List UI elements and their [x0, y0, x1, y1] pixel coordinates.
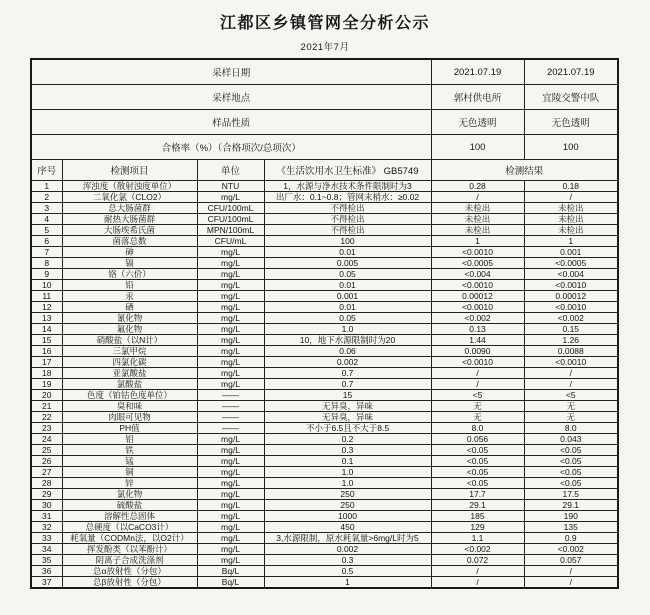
- result-cell-1: <0.0010: [431, 280, 524, 291]
- result-cell-1: <0.002: [431, 544, 524, 555]
- row-number-cell: 36: [31, 566, 62, 577]
- row-number-cell: 26: [31, 456, 62, 467]
- sample-date-value-2: 2021.07.19: [524, 59, 618, 85]
- row-number-cell: 37: [31, 577, 62, 589]
- result-cell-2: <5: [524, 390, 618, 401]
- unit-cell: Bq/L: [197, 577, 264, 589]
- row-number-cell: 21: [31, 401, 62, 412]
- table-row: [31, 379, 618, 390]
- test-item-cell: 阴离子合成洗涤剂: [62, 555, 197, 566]
- unit-cell: mg/L: [197, 544, 264, 555]
- standard-limit-cell: 1.0: [264, 467, 431, 478]
- unit-cell: ——: [197, 401, 264, 412]
- test-item-cell: PH值: [62, 423, 197, 434]
- test-item-cell: 砷: [62, 247, 197, 258]
- row-number-cell: 4: [31, 214, 62, 225]
- table-row: [31, 456, 618, 467]
- result-cell-1: /: [431, 368, 524, 379]
- test-item-cell: 总硬度（以CaCO3计）: [62, 522, 197, 533]
- standard-limit-cell: 不得检出: [264, 225, 431, 236]
- row-number-cell: 12: [31, 302, 62, 313]
- result-cell-2: /: [524, 192, 618, 203]
- row-number-cell: 8: [31, 258, 62, 269]
- table-row: [31, 214, 618, 225]
- result-cell-2: <0.0010: [524, 280, 618, 291]
- standard-limit-cell: 1.0: [264, 324, 431, 335]
- result-cell-2: 0.0088: [524, 346, 618, 357]
- unit-cell: ——: [197, 390, 264, 401]
- pass-rate-row: [31, 135, 618, 160]
- row-number-cell: 14: [31, 324, 62, 335]
- standard-limit-cell: 3,水源限制，原水耗氧量>6mg/L时为5: [264, 533, 431, 544]
- result-cell-2: 1: [524, 236, 618, 247]
- row-number-cell: 5: [31, 225, 62, 236]
- unit-cell: mg/L: [197, 489, 264, 500]
- table-row: [31, 368, 618, 379]
- standard-limit-cell: 无异臭，异味: [264, 401, 431, 412]
- row-number-cell: 33: [31, 533, 62, 544]
- unit-cell: CFU/mL: [197, 236, 264, 247]
- unit-cell: NTU: [197, 181, 264, 192]
- standard-limit-cell: 100: [264, 236, 431, 247]
- result-cell-2: 无: [524, 401, 618, 412]
- col-header-result: 检测结果: [431, 160, 618, 181]
- row-number-cell: 9: [31, 269, 62, 280]
- row-number-cell: 23: [31, 423, 62, 434]
- test-item-cell: 锌: [62, 478, 197, 489]
- standard-limit-cell: 0.01: [264, 280, 431, 291]
- standard-limit-cell: 0.3: [264, 445, 431, 456]
- result-cell-2: <0.05: [524, 456, 618, 467]
- result-cell-1: 0.28: [431, 181, 524, 192]
- unit-cell: mg/L: [197, 258, 264, 269]
- result-cell-1: 17.7: [431, 489, 524, 500]
- table-row: [31, 566, 618, 577]
- page-title: 江都区乡镇管网全分析公示: [219, 15, 430, 32]
- test-item-cell: 肉眼可见物: [62, 412, 197, 423]
- result-cell-2: 135: [524, 522, 618, 533]
- row-number-cell: 13: [31, 313, 62, 324]
- row-number-cell: 15: [31, 335, 62, 346]
- test-item-cell: 总大肠菌群: [62, 203, 197, 214]
- result-cell-2: <0.002: [524, 313, 618, 324]
- result-cell-1: /: [431, 577, 524, 589]
- table-row: [31, 577, 618, 589]
- result-cell-1: 1: [431, 236, 524, 247]
- unit-cell: CFU/100mL: [197, 214, 264, 225]
- result-cell-2: 0.18: [524, 181, 618, 192]
- pass-rate-label: 合格率（%）（合格项次/总项次）: [31, 135, 431, 160]
- unit-cell: mg/L: [197, 456, 264, 467]
- standard-limit-cell: 1000: [264, 511, 431, 522]
- table-row: [31, 522, 618, 533]
- result-cell-2: /: [524, 566, 618, 577]
- result-cell-1: 29.1: [431, 500, 524, 511]
- table-row: [31, 555, 618, 566]
- sample-nature-label: 样品性质: [31, 110, 431, 135]
- result-cell-1: /: [431, 566, 524, 577]
- result-cell-2: <0.0010: [524, 302, 618, 313]
- table-row: [31, 225, 618, 236]
- pass-rate-value-1: 100: [431, 135, 524, 160]
- result-cell-1: <0.05: [431, 478, 524, 489]
- unit-cell: mg/L: [197, 291, 264, 302]
- unit-cell: mg/L: [197, 434, 264, 445]
- result-cell-1: <0.002: [431, 313, 524, 324]
- result-cell-1: 未检出: [431, 214, 524, 225]
- standard-limit-cell: 0.01: [264, 302, 431, 313]
- test-item-cell: 氰化物: [62, 313, 197, 324]
- test-item-cell: 总β放射性（分包）: [62, 577, 197, 589]
- result-cell-1: <0.05: [431, 445, 524, 456]
- standard-limit-cell: 0.01: [264, 247, 431, 258]
- unit-cell: mg/L: [197, 533, 264, 544]
- col-header-no: 序号: [31, 160, 62, 181]
- unit-cell: mg/L: [197, 368, 264, 379]
- unit-cell: mg/L: [197, 269, 264, 280]
- table-row: [31, 313, 618, 324]
- result-cell-2: 1.26: [524, 335, 618, 346]
- unit-cell: mg/L: [197, 324, 264, 335]
- result-cell-2: /: [524, 368, 618, 379]
- unit-cell: mg/L: [197, 500, 264, 511]
- result-cell-2: 无: [524, 412, 618, 423]
- row-number-cell: 30: [31, 500, 62, 511]
- unit-cell: ——: [197, 423, 264, 434]
- standard-limit-cell: 250: [264, 500, 431, 511]
- result-cell-2: 0.9: [524, 533, 618, 544]
- result-cell-1: 129: [431, 522, 524, 533]
- result-cell-1: <0.0010: [431, 302, 524, 313]
- standard-limit-cell: 250: [264, 489, 431, 500]
- row-number-cell: 29: [31, 489, 62, 500]
- result-cell-1: 未检出: [431, 225, 524, 236]
- test-item-cell: 耗氧量（CODMn法，以O2计）: [62, 533, 197, 544]
- result-cell-1: /: [431, 192, 524, 203]
- unit-cell: mg/L: [197, 335, 264, 346]
- table-row: [31, 412, 618, 423]
- sample-location-row: [31, 85, 618, 110]
- table-row: [31, 533, 618, 544]
- pass-rate-value-2: 100: [524, 135, 618, 160]
- sample-nature-value-2: 无色透明: [524, 110, 618, 135]
- unit-cell: mg/L: [197, 192, 264, 203]
- test-item-cell: 氟化物: [62, 324, 197, 335]
- result-cell-1: /: [431, 379, 524, 390]
- row-number-cell: 1: [31, 181, 62, 192]
- result-cell-2: 190: [524, 511, 618, 522]
- sample-nature-row: [31, 110, 618, 135]
- result-cell-1: <5: [431, 390, 524, 401]
- row-number-cell: 17: [31, 357, 62, 368]
- result-cell-2: /: [524, 379, 618, 390]
- table-row: [31, 489, 618, 500]
- result-cell-1: 1.1: [431, 533, 524, 544]
- result-cell-1: 无: [431, 401, 524, 412]
- result-cell-1: 185: [431, 511, 524, 522]
- result-cell-1: <0.05: [431, 456, 524, 467]
- test-rows: [31, 181, 618, 589]
- result-cell-2: 29.1: [524, 500, 618, 511]
- unit-cell: mg/L: [197, 445, 264, 456]
- table-row: [31, 247, 618, 258]
- row-number-cell: 31: [31, 511, 62, 522]
- table-row: [31, 181, 618, 192]
- table-row: [31, 544, 618, 555]
- unit-cell: mg/L: [197, 555, 264, 566]
- column-header-row: [31, 160, 618, 181]
- table-row: [31, 192, 618, 203]
- test-item-cell: 铬（六价）: [62, 269, 197, 280]
- unit-cell: mg/L: [197, 478, 264, 489]
- result-cell-1: 0.13: [431, 324, 524, 335]
- standard-limit-cell: 0.2: [264, 434, 431, 445]
- row-number-cell: 19: [31, 379, 62, 390]
- result-cell-1: 0.056: [431, 434, 524, 445]
- table-row: [31, 500, 618, 511]
- test-item-cell: 总α放射性（分包）: [62, 566, 197, 577]
- table-row: [31, 335, 618, 346]
- test-item-cell: 挥发酚类（以苯酚计）: [62, 544, 197, 555]
- test-item-cell: 耐热大肠菌群: [62, 214, 197, 225]
- table-row: [31, 269, 618, 280]
- row-number-cell: 28: [31, 478, 62, 489]
- test-item-cell: 色度（铂钴色度单位）: [62, 390, 197, 401]
- result-cell-1: 0.072: [431, 555, 524, 566]
- unit-cell: mg/L: [197, 247, 264, 258]
- test-item-cell: 铁: [62, 445, 197, 456]
- result-cell-2: <0.0010: [524, 357, 618, 368]
- result-cell-2: 0.001: [524, 247, 618, 258]
- row-number-cell: 16: [31, 346, 62, 357]
- test-item-cell: 大肠埃希氏菌: [62, 225, 197, 236]
- standard-limit-cell: 0.001: [264, 291, 431, 302]
- result-cell-2: <0.004: [524, 269, 618, 280]
- row-number-cell: 11: [31, 291, 62, 302]
- result-cell-2: 未检出: [524, 214, 618, 225]
- result-cell-2: 0.043: [524, 434, 618, 445]
- standard-limit-cell: 1.0: [264, 478, 431, 489]
- test-item-cell: 亚氯酸盐: [62, 368, 197, 379]
- result-cell-2: <0.05: [524, 445, 618, 456]
- test-item-cell: 镉: [62, 258, 197, 269]
- standard-limit-cell: 0.3: [264, 555, 431, 566]
- result-cell-2: <0.05: [524, 467, 618, 478]
- unit-cell: Bq/L: [197, 566, 264, 577]
- standard-limit-cell: 0.002: [264, 357, 431, 368]
- row-number-cell: 7: [31, 247, 62, 258]
- table-row: [31, 511, 618, 522]
- result-cell-2: 0.00012: [524, 291, 618, 302]
- row-number-cell: 6: [31, 236, 62, 247]
- table-row: [31, 445, 618, 456]
- unit-cell: mg/L: [197, 522, 264, 533]
- standard-limit-cell: 450: [264, 522, 431, 533]
- standard-limit-cell: 0.002: [264, 544, 431, 555]
- test-item-cell: 锰: [62, 456, 197, 467]
- test-item-cell: 三氯甲烷: [62, 346, 197, 357]
- table-row: [31, 236, 618, 247]
- unit-cell: CFU/100mL: [197, 203, 264, 214]
- result-cell-2: 0.15: [524, 324, 618, 335]
- test-item-cell: 硫酸盐: [62, 500, 197, 511]
- result-cell-2: 未检出: [524, 203, 618, 214]
- table-row: [31, 467, 618, 478]
- sample-location-label: 采样地点: [31, 85, 431, 110]
- table-row: [31, 346, 618, 357]
- sample-date-value-1: 2021.07.19: [431, 59, 524, 85]
- table-row: [31, 324, 618, 335]
- standard-limit-cell: 0.005: [264, 258, 431, 269]
- unit-cell: mg/L: [197, 313, 264, 324]
- row-number-cell: 3: [31, 203, 62, 214]
- test-item-cell: 溶解性总固体: [62, 511, 197, 522]
- standard-limit-cell: 10，地下水源限制时为20: [264, 335, 431, 346]
- test-item-cell: 臭和味: [62, 401, 197, 412]
- result-cell-1: 1.44: [431, 335, 524, 346]
- table-row: [31, 302, 618, 313]
- standard-limit-cell: 出厂水：0.1~0.8；管网末梢水：≥0.02: [264, 192, 431, 203]
- result-cell-1: <0.0010: [431, 357, 524, 368]
- standard-limit-cell: 0.7: [264, 368, 431, 379]
- test-item-cell: 铅: [62, 280, 197, 291]
- unit-cell: mg/L: [197, 346, 264, 357]
- row-number-cell: 24: [31, 434, 62, 445]
- result-cell-1: 无: [431, 412, 524, 423]
- col-header-item: 检测项目: [62, 160, 197, 181]
- result-cell-2: <0.05: [524, 478, 618, 489]
- col-header-unit: 单位: [197, 160, 264, 181]
- row-number-cell: 20: [31, 390, 62, 401]
- analysis-table: [30, 58, 619, 589]
- row-number-cell: 2: [31, 192, 62, 203]
- test-item-cell: 菌落总数: [62, 236, 197, 247]
- table-row: [31, 434, 618, 445]
- row-number-cell: 32: [31, 522, 62, 533]
- table-row: [31, 203, 618, 214]
- sample-date-row: [31, 59, 618, 85]
- result-cell-1: 0.0090: [431, 346, 524, 357]
- table-row: [31, 423, 618, 434]
- result-cell-1: 未检出: [431, 203, 524, 214]
- table-row: [31, 357, 618, 368]
- standard-limit-cell: 0.05: [264, 313, 431, 324]
- result-cell-2: <0.002: [524, 544, 618, 555]
- table-header-section: [31, 59, 618, 181]
- test-item-cell: 氯化物: [62, 489, 197, 500]
- sample-nature-value-1: 无色透明: [431, 110, 524, 135]
- result-cell-1: 8.0: [431, 423, 524, 434]
- result-cell-1: <0.004: [431, 269, 524, 280]
- row-number-cell: 18: [31, 368, 62, 379]
- table-row: [31, 258, 618, 269]
- standard-limit-cell: 0.7: [264, 379, 431, 390]
- result-cell-1: 0.00012: [431, 291, 524, 302]
- test-item-cell: 汞: [62, 291, 197, 302]
- unit-cell: mg/L: [197, 357, 264, 368]
- unit-cell: mg/L: [197, 467, 264, 478]
- standard-limit-cell: 0.05: [264, 269, 431, 280]
- sample-location-value-1: 郭村供电所: [431, 85, 524, 110]
- test-item-cell: 氯酸盐: [62, 379, 197, 390]
- unit-cell: mg/L: [197, 302, 264, 313]
- report-month: 2021年7月: [300, 42, 350, 53]
- unit-cell: MPN/100mL: [197, 225, 264, 236]
- standard-limit-cell: 0.5: [264, 566, 431, 577]
- col-header-standard: 《生活饮用水卫生标准》 GB5749: [264, 160, 431, 181]
- result-cell-2: 17.5: [524, 489, 618, 500]
- test-item-cell: 铝: [62, 434, 197, 445]
- table-row: [31, 280, 618, 291]
- unit-cell: ——: [197, 412, 264, 423]
- test-item-cell: 硒: [62, 302, 197, 313]
- table-row: [31, 478, 618, 489]
- standard-limit-cell: 0.06: [264, 346, 431, 357]
- row-number-cell: 22: [31, 412, 62, 423]
- row-number-cell: 10: [31, 280, 62, 291]
- sample-location-value-2: 宜陵交警中队: [524, 85, 618, 110]
- result-cell-2: /: [524, 577, 618, 589]
- standard-limit-cell: 1，水源与净水技术条件限制时为3: [264, 181, 431, 192]
- sample-date-label: 采样日期: [31, 59, 431, 85]
- standard-limit-cell: 15: [264, 390, 431, 401]
- test-item-cell: 硝酸盐（以N计）: [62, 335, 197, 346]
- row-number-cell: 27: [31, 467, 62, 478]
- row-number-cell: 25: [31, 445, 62, 456]
- table-row: [31, 390, 618, 401]
- test-item-cell: 铜: [62, 467, 197, 478]
- unit-cell: mg/L: [197, 379, 264, 390]
- row-number-cell: 34: [31, 544, 62, 555]
- standard-limit-cell: 不得检出: [264, 203, 431, 214]
- unit-cell: mg/L: [197, 280, 264, 291]
- table-row: [31, 401, 618, 412]
- result-cell-2: 未检出: [524, 225, 618, 236]
- result-cell-1: <0.0010: [431, 247, 524, 258]
- standard-limit-cell: 无异臭，异味: [264, 412, 431, 423]
- standard-limit-cell: 不小于6.5且不大于8.5: [264, 423, 431, 434]
- result-cell-1: <0.05: [431, 467, 524, 478]
- row-number-cell: 35: [31, 555, 62, 566]
- standard-limit-cell: 0.1: [264, 456, 431, 467]
- result-cell-2: <0.0005: [524, 258, 618, 269]
- standard-limit-cell: 1: [264, 577, 431, 589]
- result-cell-2: 0.057: [524, 555, 618, 566]
- test-item-cell: 二氧化氯（CLO2）: [62, 192, 197, 203]
- standard-limit-cell: 不得检出: [264, 214, 431, 225]
- test-item-cell: 浑浊度（散射浊度单位）: [62, 181, 197, 192]
- table-row: [31, 291, 618, 302]
- result-cell-2: 8.0: [524, 423, 618, 434]
- result-cell-1: <0.0005: [431, 258, 524, 269]
- test-item-cell: 四氯化碳: [62, 357, 197, 368]
- unit-cell: mg/L: [197, 511, 264, 522]
